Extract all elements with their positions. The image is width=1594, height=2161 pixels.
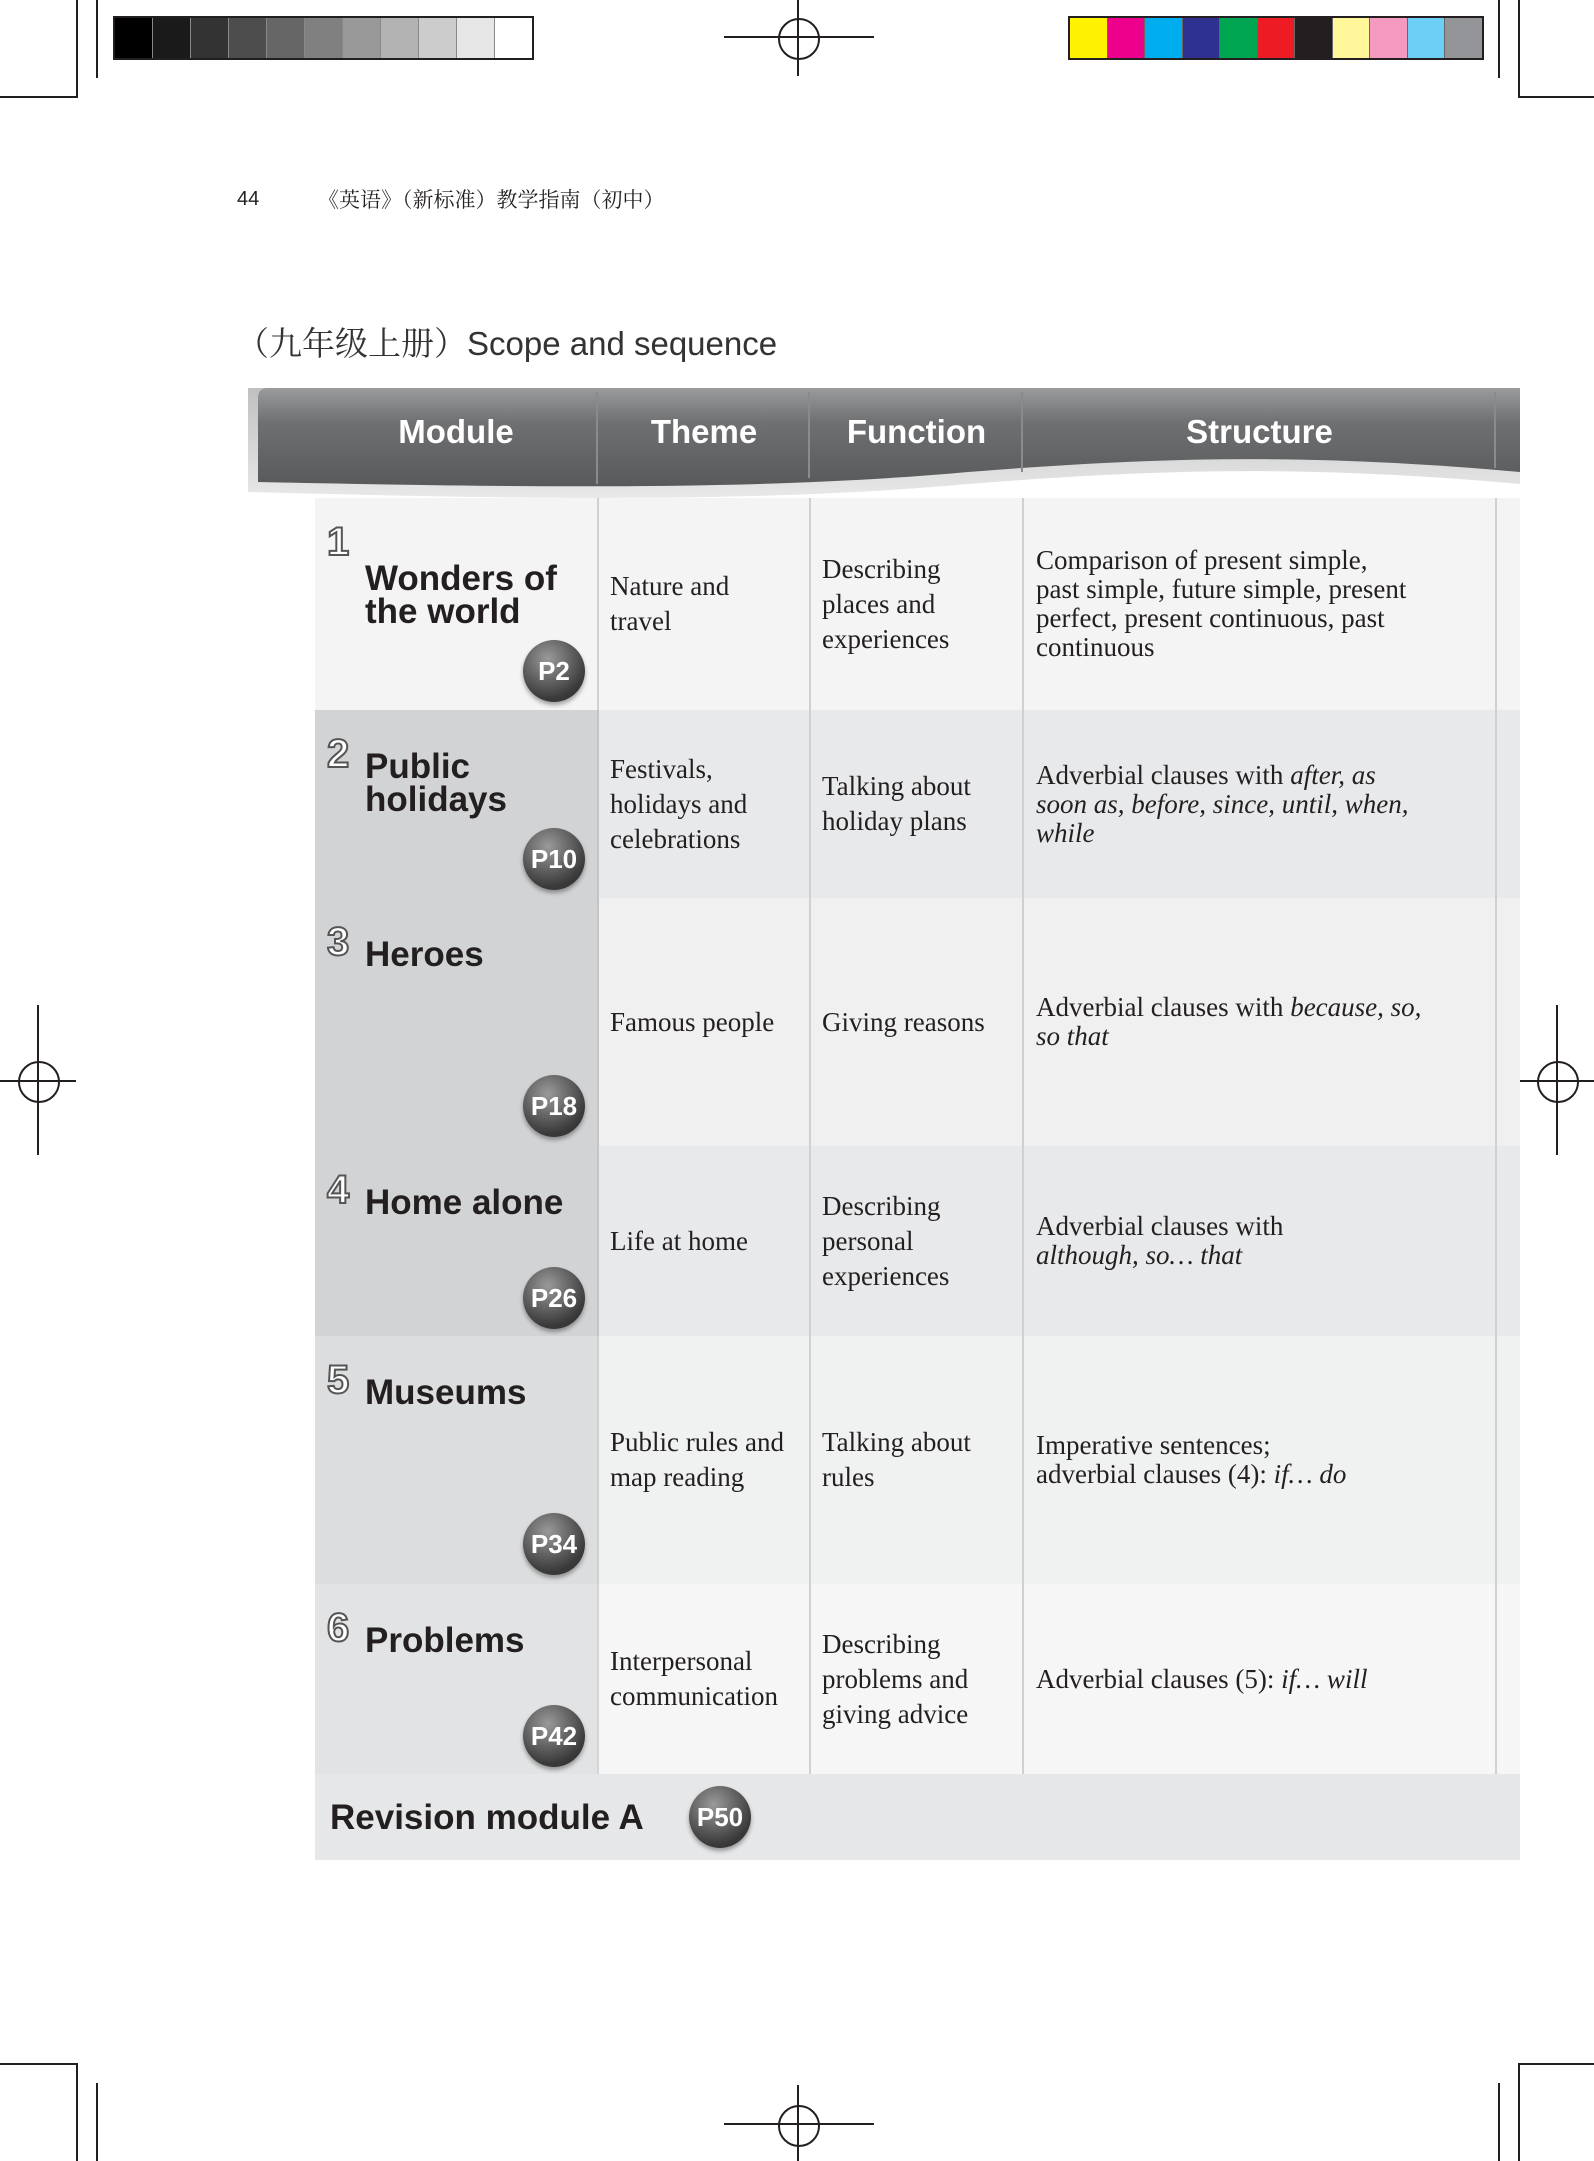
structure-text: Imperative sentences; adverbial clauses (4): if… do — [1036, 1430, 1347, 1489]
function-text: Describing problems and giving advice — [822, 1628, 969, 1729]
column-header-theme: Theme — [650, 413, 758, 450]
column-header-module: Module — [398, 413, 514, 450]
color-calibration-strip — [1068, 16, 1484, 60]
module-title: Problems — [365, 1621, 525, 1660]
theme-text: Famous people — [610, 1006, 775, 1037]
crop-mark — [96, 0, 98, 78]
theme-text: Public rules and map reading — [610, 1427, 784, 1492]
crop-mark — [1518, 0, 1520, 98]
theme-cell — [598, 1584, 810, 1774]
revision-label: Revision module A — [330, 1798, 644, 1837]
module-number: 4 — [327, 1168, 350, 1212]
crop-mark — [1518, 2063, 1594, 2065]
crop-mark — [1498, 2083, 1500, 2161]
table-row — [315, 1146, 1520, 1336]
revision-row — [315, 1774, 1520, 1860]
page-badge: P10 — [523, 828, 585, 890]
function-cell — [810, 498, 1023, 710]
module-title: Wonders of the world — [365, 559, 557, 631]
module-cell — [315, 498, 597, 710]
structure-cell — [1023, 1584, 1495, 1774]
module-cell — [315, 898, 597, 1146]
structure-text: Adverbial clauses with although, so… that — [1036, 1211, 1284, 1270]
book-title: 《英语》（新标准）教学指南（初中） — [318, 188, 665, 212]
theme-text: Festivals, holidays and celebrations — [610, 753, 748, 854]
module-cell — [315, 1336, 597, 1584]
page-badge: P42 — [523, 1705, 585, 1767]
crop-mark — [0, 96, 76, 98]
structure-text: Adverbial clauses (5): if… will — [1036, 1663, 1368, 1694]
page-number: 44 — [237, 188, 260, 210]
theme-cell — [598, 1146, 810, 1336]
crop-mark — [1518, 96, 1594, 98]
module-number: 3 — [327, 920, 350, 964]
module-cell — [315, 1584, 597, 1774]
structure-text: Comparison of present simple, past simple, future simple, present perfect, present continuous, past continuous — [1036, 545, 1407, 662]
function-text: Describing personal experiences — [822, 1190, 950, 1291]
module-cell — [315, 1146, 597, 1336]
column-header-structure: Structure — [1186, 413, 1333, 450]
structure-text: Adverbial clauses with after, as soon as, before, since, until, when, while — [1036, 759, 1409, 848]
page-badge: P2 — [523, 640, 585, 702]
theme-text: Interpersonal communication — [610, 1646, 778, 1711]
table-row — [315, 498, 1520, 710]
crop-mark — [1518, 2063, 1520, 2161]
theme-cell — [598, 710, 810, 898]
module-cell — [315, 710, 597, 898]
table-row — [315, 710, 1520, 898]
theme-cell — [598, 898, 810, 1146]
module-title: Heroes — [365, 935, 484, 974]
crop-mark — [76, 2063, 78, 2161]
function-text: Talking about rules — [822, 1427, 971, 1492]
structure-cell — [1023, 1336, 1495, 1584]
page-badge: P18 — [523, 1075, 585, 1137]
table-row — [315, 1584, 1520, 1774]
module-number: 1 — [327, 520, 350, 564]
scope-sequence-table — [248, 388, 1520, 1860]
function-text: Talking about holiday plans — [822, 771, 971, 836]
structure-cell — [1023, 898, 1495, 1146]
module-title: Museums — [365, 1373, 527, 1412]
section-title: （九年级上册）Scope and sequence — [236, 325, 778, 362]
theme-text: Nature and travel — [610, 571, 730, 636]
function-cell — [810, 1336, 1023, 1584]
module-number: 5 — [327, 1358, 350, 1402]
theme-cell — [598, 498, 810, 710]
crop-mark — [76, 0, 78, 98]
module-number: 6 — [327, 1606, 350, 1650]
module-number: 2 — [327, 732, 350, 776]
crop-mark — [0, 2063, 76, 2065]
crop-mark — [1498, 0, 1500, 78]
column-header-function: Function — [846, 413, 987, 450]
function-cell — [810, 1146, 1023, 1336]
module-title: Public holidays — [365, 747, 507, 819]
crop-mark — [96, 2083, 98, 2161]
page-badge: P26 — [523, 1267, 585, 1329]
table-header — [248, 388, 1520, 498]
structure-cell — [1023, 1146, 1495, 1336]
theme-text: Life at home — [610, 1225, 748, 1256]
module-title: Home alone — [365, 1183, 564, 1222]
function-cell — [810, 898, 1023, 1146]
structure-text: Adverbial clauses with because, so, so that — [1036, 992, 1422, 1051]
table-row — [315, 1336, 1520, 1584]
function-text: Describing places and experiences — [822, 553, 950, 654]
structure-cell — [1023, 498, 1495, 710]
page-badge: P50 — [689, 1786, 751, 1848]
theme-cell — [598, 1336, 810, 1584]
page-badge: P34 — [523, 1513, 585, 1575]
table-row — [315, 898, 1520, 1146]
structure-cell — [1023, 710, 1495, 898]
function-cell — [810, 1584, 1023, 1774]
function-cell — [810, 710, 1023, 898]
function-text: Giving reasons — [822, 1006, 985, 1037]
grayscale-calibration-strip — [113, 16, 534, 60]
